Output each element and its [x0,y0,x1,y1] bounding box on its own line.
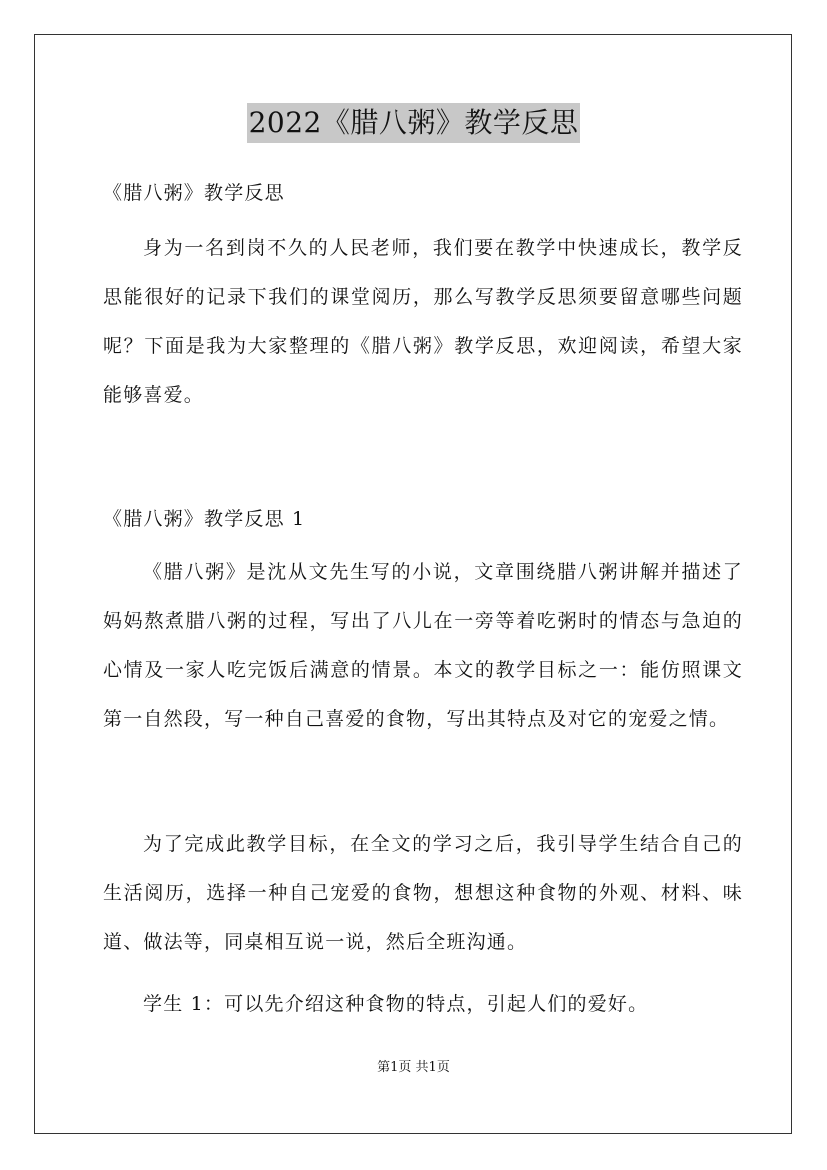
intro-heading: 《腊八粥》教学反思 [103,182,285,204]
section1-paragraph-1: 《腊八粥》是沈从文先生写的小说，文章围绕腊八粥讲解并描述了妈妈熬煮腊八粥的过程，写出了八儿在一旁等着吃粥时的情态与急迫的心情及一家人吃完饭后满意的情景。本文的教学目标之一：能仿照课文第一自然段，写一种自己喜爱的食物，写出其特点及对它的宠爱之情。 [103,561,743,730]
section1-heading: 《腊八粥》教学反思 1 [103,508,306,530]
document-title: 2022《腊八粥》教学反思 [247,103,581,143]
section1-paragraph-3: 学生 1：可以先介绍这种食物的特点，引起人们的爱好。 [143,993,649,1015]
title-container [0,103,827,143]
page-number-footer: 第1页 共1页 [377,1060,450,1075]
intro-paragraph: 身为一名到岗不久的人民老师，我们要在教学中快速成长，教学反思能很好的记录下我们的课堂阅历，那么写教学反思须要留意哪些问题呢？下面是我为大家整理的《腊八粥》教学反思，欢迎阅读，希望大家能够喜爱。 [103,237,743,406]
section1-paragraph-2: 为了完成此教学目标，在全文的学习之后，我引导学生结合自己的生活阅历，选择一种自己宠爱的食物，想想这种食物的外观、材料、味道、做法等，同桌相互说一说，然后全班沟通。 [103,833,743,953]
